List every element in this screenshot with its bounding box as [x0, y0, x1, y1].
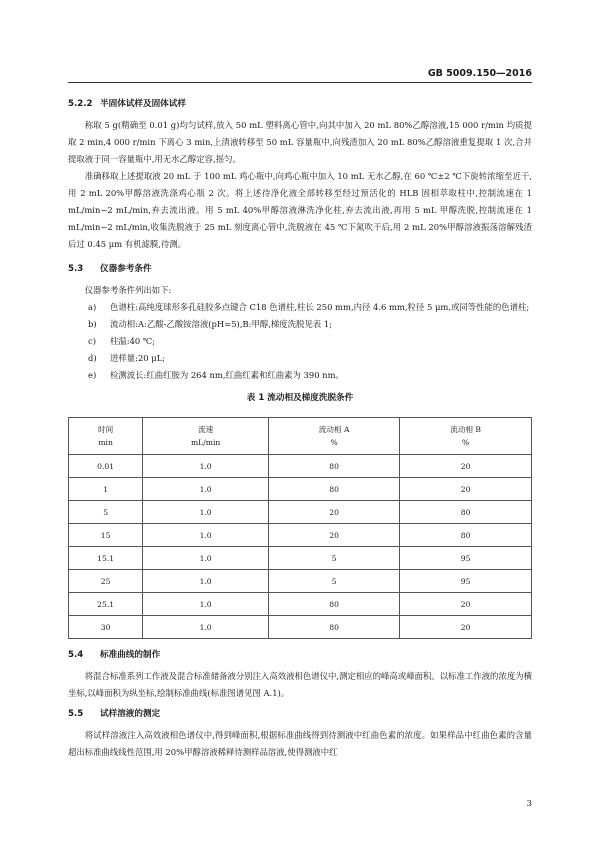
list-text: 进样量:20 μL; — [110, 353, 166, 363]
table-cell: 1.0 — [143, 593, 269, 616]
list-text: 柱温:40 ℃; — [110, 336, 156, 346]
instrument-intro: 仪器参考条件列出如下: — [84, 285, 172, 295]
instrument-conditions-list — [68, 299, 532, 384]
table-row — [69, 616, 532, 639]
column-unit: mL/min — [190, 438, 221, 447]
section-title: 半固体试样及固体试样 — [100, 99, 186, 109]
table-cell: 20 — [400, 593, 532, 616]
table-cell: 5 — [268, 547, 399, 570]
list-item — [68, 299, 532, 316]
column-name: 流速 — [198, 425, 214, 434]
paragraph-extraction: 称取 5 g(精确至 0.01 g)均匀试样,放入 50 mL 塑料离心管中,向其中加入 20 mL 80%乙醇溶液,15 000 r/min 均质提取 2 min,4 000 r/min 下离心 3 min,上清液转移至 50 mL 容量瓶中,向残渣加入 20 mL 80%乙醇溶液重复提取 1 次,合并提取液于同一容量瓶中,用无水乙醇定容,摇匀。 — [68, 120, 532, 164]
table-cell: 20 — [400, 616, 532, 639]
table-cell: 1.0 — [143, 478, 269, 501]
table-cell: 80 — [268, 616, 399, 639]
list-item — [68, 367, 532, 384]
section-5-5-heading — [68, 706, 532, 723]
table-cell: 1.0 — [143, 570, 269, 593]
list-text: 流动相:A:乙酸-乙酸铵溶液(pH=5),B:甲醇,梯度洗脱见表 1; — [110, 319, 332, 329]
column-header-phase-b — [400, 418, 532, 455]
column-header-time — [69, 418, 143, 455]
table-cell: 25.1 — [69, 593, 143, 616]
list-item — [68, 350, 532, 367]
table-row — [69, 570, 532, 593]
table-cell: 15 — [69, 524, 143, 547]
column-header-phase-a — [268, 418, 399, 455]
list-marker: a) — [88, 302, 97, 312]
section-title: 标准曲线的制作 — [100, 650, 161, 660]
table-row — [69, 501, 532, 524]
table-cell: 5 — [268, 570, 399, 593]
column-unit: % — [462, 438, 470, 447]
table-cell: 1.0 — [143, 501, 269, 524]
table-cell: 80 — [268, 455, 399, 478]
table-cell: 1.0 — [143, 524, 269, 547]
section-number: 5.4 — [68, 650, 84, 660]
column-header-flow — [143, 418, 269, 455]
page-number: 3 — [526, 798, 532, 808]
section-5-3-heading — [68, 261, 532, 278]
table-cell: 80 — [400, 501, 532, 524]
table-cell: 5 — [69, 501, 143, 524]
section-number: 5.3 — [68, 264, 84, 274]
section-number: 5.5 — [68, 709, 84, 719]
column-name: 时间 — [98, 425, 114, 434]
column-unit: min — [98, 438, 113, 447]
paragraph-cleanup: 准确移取上述提取液 20 mL 于 100 mL 鸡心瓶中,向鸡心瓶中加入 10 mL 无水乙醇,在 60 ℃±2 ℃下旋转浓缩至近干,用 2 mL 20%甲醇溶液洗涤鸡心瓶 2 次。将上述待净化液全部转移至经过预活化的 HLB 固相萃取柱中,控制流速在 1 mL/min~2 mL/min,弃去流出液。用 5 mL 40%甲醇溶液淋洗净化柱,弃去流出液,再用 5 mL 甲醇洗脱,控制流速在 1 mL/min~2 mL/min,收集洗脱液于 25 mL 刻度离心管中,洗脱液在 45 ℃下氮吹干后,用 2 mL 20%甲醇溶液振荡溶解残渣后过 0.45 μm 有机滤膜,待测。 — [68, 171, 532, 249]
header-rule — [68, 82, 532, 83]
table-cell: 1.0 — [143, 547, 269, 570]
table-cell: 80 — [400, 524, 532, 547]
list-item — [68, 333, 532, 350]
table-cell: 20 — [268, 524, 399, 547]
list-marker: c) — [88, 336, 96, 346]
table-cell: 20 — [400, 455, 532, 478]
column-name: 流动相 B — [450, 425, 482, 434]
table-cell: 1.0 — [143, 616, 269, 639]
table-row — [69, 593, 532, 616]
gradient-elution-table — [68, 417, 532, 639]
table-row — [69, 524, 532, 547]
document-body — [68, 96, 532, 761]
table-cell: 30 — [69, 616, 143, 639]
table-cell: 1.0 — [143, 455, 269, 478]
table-caption: 表 1 流动相及梯度洗脱条件 — [246, 393, 354, 403]
table-cell: 0.01 — [69, 455, 143, 478]
section-5-2-2-heading — [68, 96, 532, 113]
paragraph-standard-curve: 将混合标准系列工作液及混合标准储备液分别注入高效液相色谱仪中,测定相应的峰高或峰面积。以标准工作液的浓度为横坐标,以峰面积为纵坐标,绘制标准曲线(标准图谱见图 A.1)。 — [68, 671, 532, 698]
table-cell: 80 — [268, 593, 399, 616]
list-marker: e) — [88, 370, 97, 380]
list-item — [68, 316, 532, 333]
table-row — [69, 547, 532, 570]
list-text: 色谱柱:高纯度球形多孔硅胶多点键合 C18 色谱柱,柱长 250 mm,内径 4.6 mm,粒径 5 μm,或同等性能的色谱柱; — [110, 302, 530, 312]
section-title: 仪器参考条件 — [100, 264, 152, 274]
table-cell: 95 — [400, 547, 532, 570]
column-unit: % — [330, 438, 338, 447]
section-5-4-heading — [68, 647, 532, 664]
section-title: 试样溶液的测定 — [100, 709, 161, 719]
paragraph-sample-measurement: 将试样溶液注入高效液相色谱仪中,得到峰面积,根据标准曲线得到待测液中红曲色素的浓度。如果样品中红曲色素的含量超出标准曲线线性范围,用 20%甲醇溶液稀释待测样品溶液,使得测液中红 — [68, 730, 532, 757]
column-name: 流动相 A — [318, 425, 350, 434]
table-cell: 20 — [268, 501, 399, 524]
list-marker: b) — [88, 319, 97, 329]
table-cell: 95 — [400, 570, 532, 593]
table-cell: 80 — [268, 478, 399, 501]
table-cell: 15.1 — [69, 547, 143, 570]
section-number: 5.2.2 — [68, 99, 93, 109]
standard-number: GB 5009.150—2016 — [427, 68, 532, 79]
table-cell: 20 — [400, 478, 532, 501]
table-row — [69, 478, 532, 501]
table-cell: 25 — [69, 570, 143, 593]
table-row — [69, 455, 532, 478]
table-cell: 1 — [69, 478, 143, 501]
list-marker: d) — [88, 353, 97, 363]
list-text: 检测波长:红曲红胺为 264 nm,红曲红素和红曲素为 390 nm。 — [110, 370, 344, 380]
table-header-row — [69, 418, 532, 455]
